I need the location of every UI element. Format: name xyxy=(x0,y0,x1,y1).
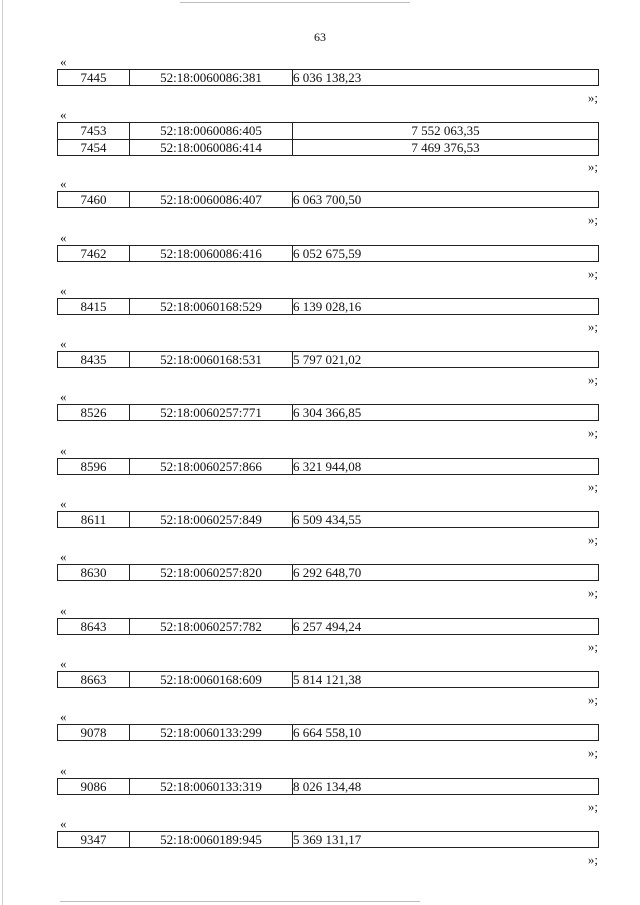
value-cell: 6 304 366,85 xyxy=(293,405,362,421)
closing-quote: »; xyxy=(587,638,598,654)
row-number-cell: 8435 xyxy=(58,352,130,367)
closing-quote: »; xyxy=(587,318,598,334)
amendment-block xyxy=(0,177,640,230)
opening-quote: « xyxy=(60,229,67,245)
cadastral-number-cell: 52:18:0060168:531 xyxy=(130,352,293,367)
table-row xyxy=(58,565,361,580)
row-number-cell: 8415 xyxy=(58,299,130,314)
closing-quote: »; xyxy=(587,691,598,707)
table-row xyxy=(58,832,361,847)
table-row-group xyxy=(57,351,599,368)
opening-quote: « xyxy=(60,496,67,512)
row-number-cell: 8663 xyxy=(58,672,130,687)
amendment-block xyxy=(0,444,640,497)
opening-quote: « xyxy=(60,282,67,298)
table-row xyxy=(58,192,361,207)
cadastral-number-cell: 52:18:0060257:782 xyxy=(130,619,293,634)
table-row-group xyxy=(57,404,599,421)
cadastral-number-cell: 52:18:0060257:849 xyxy=(130,512,293,527)
value-cell: 5 797 021,02 xyxy=(293,352,362,368)
table-row xyxy=(58,725,361,740)
table-row xyxy=(58,405,361,420)
cadastral-number-cell: 52:18:0060257:866 xyxy=(130,459,293,474)
row-number-cell: 9078 xyxy=(58,725,130,740)
cadastral-number-cell: 52:18:0060133:319 xyxy=(130,779,293,794)
row-number-cell: 8611 xyxy=(58,512,130,527)
value-cell: 7 469 376,53 xyxy=(411,139,480,155)
row-number-cell: 8596 xyxy=(58,459,130,474)
value-cell: 6 257 494,24 xyxy=(293,618,362,634)
opening-quote: « xyxy=(60,709,67,725)
scan-bottom-edge xyxy=(60,901,420,902)
amendment-block xyxy=(0,108,640,177)
value-cell: 6 509 434,55 xyxy=(293,512,362,528)
row-number-cell: 7453 xyxy=(58,123,130,139)
amendment-block xyxy=(0,817,640,870)
amendment-block xyxy=(0,657,640,710)
opening-quote: « xyxy=(60,442,67,458)
value-cell: 6 321 944,08 xyxy=(293,458,362,474)
row-number-cell: 9086 xyxy=(58,779,130,794)
page-number: 63 xyxy=(314,30,326,44)
opening-quote: « xyxy=(60,815,67,831)
scan-top-edge xyxy=(180,2,410,3)
cadastral-number-cell: 52:18:0060086:405 xyxy=(130,123,293,139)
table-row xyxy=(58,512,361,527)
table-row-group xyxy=(57,564,599,581)
cadastral-number-cell: 52:18:0060086:407 xyxy=(130,192,293,207)
closing-quote: »; xyxy=(587,798,598,814)
closing-quote: »; xyxy=(587,265,598,281)
table-row xyxy=(58,123,598,139)
table-row-group xyxy=(57,245,599,262)
closing-quote: »; xyxy=(587,532,598,548)
value-cell: 6 036 138,23 xyxy=(293,70,362,85)
value-cell: 7 552 063,35 xyxy=(411,123,480,139)
cadastral-number-cell: 52:18:0060257:771 xyxy=(130,405,293,420)
value-cell: 6 664 558,10 xyxy=(293,725,362,741)
row-number-cell: 9347 xyxy=(58,832,130,847)
row-number-cell: 8526 xyxy=(58,405,130,420)
value-cell: 5 814 121,38 xyxy=(293,671,362,687)
table-row-group xyxy=(57,511,599,528)
cadastral-number-cell: 52:18:0060086:416 xyxy=(130,246,293,261)
opening-quote: « xyxy=(60,336,67,352)
value-cell: 8 026 134,48 xyxy=(293,778,362,794)
table-row xyxy=(58,246,361,261)
closing-quote: »; xyxy=(587,585,598,601)
opening-quote: « xyxy=(60,107,67,123)
opening-quote: « xyxy=(60,54,67,69)
opening-quote: « xyxy=(60,762,67,778)
table-row xyxy=(58,619,361,634)
closing-quote: »; xyxy=(587,372,598,388)
table-row-group xyxy=(57,724,599,741)
value-cell: 6 063 700,50 xyxy=(293,192,362,208)
amendment-block xyxy=(0,550,640,603)
table-row-group xyxy=(57,298,599,315)
value-cell: 6 139 028,16 xyxy=(293,298,362,314)
value-cell: 6 052 675,59 xyxy=(293,245,362,261)
row-number-cell: 7460 xyxy=(58,192,130,207)
row-number-cell: 8630 xyxy=(58,565,130,580)
amendment-block xyxy=(0,710,640,763)
amendment-block xyxy=(0,497,640,550)
table-row xyxy=(58,352,361,367)
cadastral-number-cell: 52:18:0060133:299 xyxy=(130,725,293,740)
row-number-cell: 7445 xyxy=(58,70,130,85)
table-row-group xyxy=(57,122,599,156)
closing-quote: »; xyxy=(587,745,598,761)
closing-quote: »; xyxy=(587,851,598,867)
table-row xyxy=(58,70,361,85)
table-row-group xyxy=(57,618,599,635)
amendment-block xyxy=(0,231,640,284)
row-number-cell: 8643 xyxy=(58,619,130,634)
cadastral-number-cell: 52:18:0060168:529 xyxy=(130,299,293,314)
table-row xyxy=(58,299,361,314)
closing-quote: »; xyxy=(587,90,598,105)
table-row xyxy=(58,672,361,687)
opening-quote: « xyxy=(60,602,67,618)
table-row-group xyxy=(57,831,599,848)
amendment-blocks xyxy=(0,55,640,870)
closing-quote: »; xyxy=(587,212,598,228)
table-row-group xyxy=(57,69,599,86)
amendment-block xyxy=(0,55,640,108)
row-number-cell: 7454 xyxy=(58,140,130,156)
cadastral-number-cell: 52:18:0060086:414 xyxy=(130,140,293,156)
closing-quote: »; xyxy=(587,159,598,175)
amendment-block xyxy=(0,284,640,337)
table-row xyxy=(58,139,598,156)
table-row-group xyxy=(57,671,599,688)
amendment-block xyxy=(0,390,640,443)
table-row-group xyxy=(57,191,599,208)
table-row-group xyxy=(57,778,599,795)
value-cell: 6 292 648,70 xyxy=(293,565,362,581)
opening-quote: « xyxy=(60,549,67,565)
opening-quote: « xyxy=(60,655,67,671)
row-number-cell: 7462 xyxy=(58,246,130,261)
closing-quote: »; xyxy=(587,478,598,494)
opening-quote: « xyxy=(60,389,67,405)
cadastral-number-cell: 52:18:0060257:820 xyxy=(130,565,293,580)
amendment-block xyxy=(0,764,640,817)
amendment-block xyxy=(0,604,640,657)
table-row xyxy=(58,459,361,474)
value-cell: 5 369 131,17 xyxy=(293,831,362,847)
cadastral-number-cell: 52:18:0060189:945 xyxy=(130,832,293,847)
cadastral-number-cell: 52:18:0060086:381 xyxy=(130,70,293,85)
opening-quote: « xyxy=(60,176,67,192)
table-row xyxy=(58,779,361,794)
table-row-group xyxy=(57,458,599,475)
amendment-block xyxy=(0,337,640,390)
cadastral-number-cell: 52:18:0060168:609 xyxy=(130,672,293,687)
closing-quote: »; xyxy=(587,425,598,441)
